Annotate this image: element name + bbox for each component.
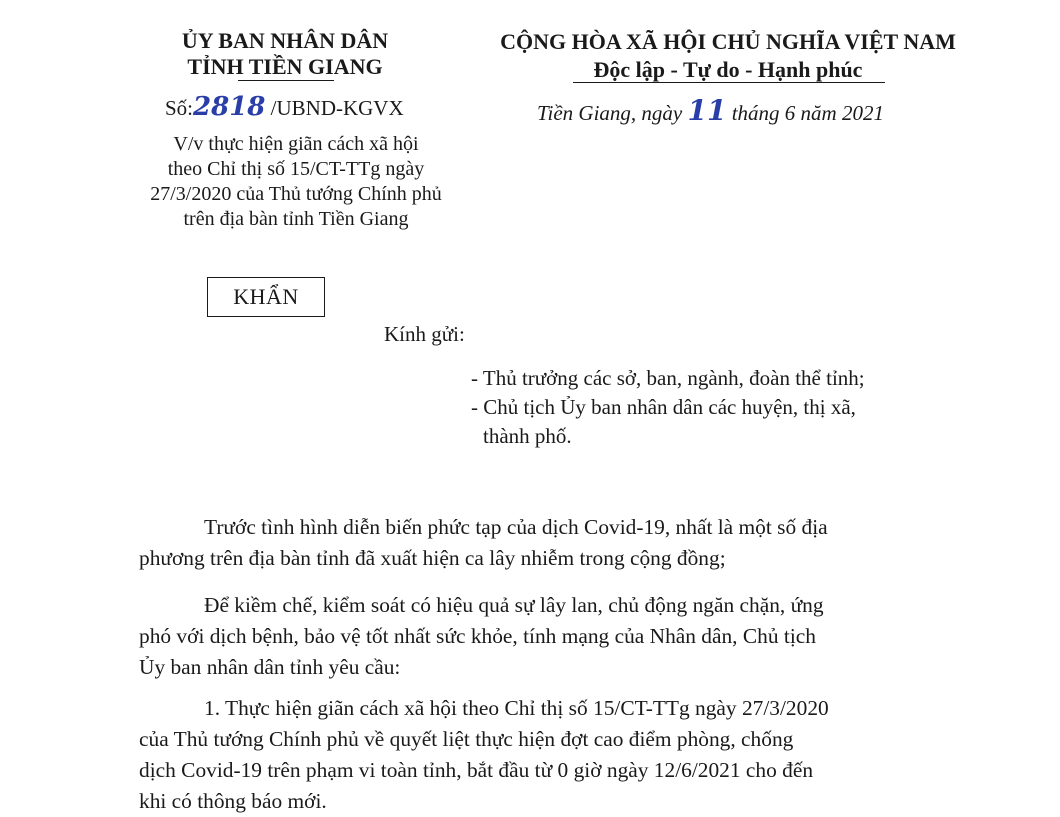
paragraph-line: phó với dịch bệnh, bảo vệ tốt nhất sức khỏe, tính mạng của Nhân dân, Chủ tịch — [139, 624, 816, 648]
body-paragraph-3 — [139, 693, 965, 817]
doc-number-handwritten: 2818 — [193, 92, 266, 122]
subject-line: trên địa bàn tỉnh Tiền Giang — [183, 208, 409, 230]
paragraph-line: 1. Thực hiện giãn cách xã hội theo Chỉ thị số 15/CT-TTg ngày 27/3/2020 — [204, 696, 829, 720]
recipient-item: thành phố. — [483, 424, 572, 448]
date-suffix: tháng 6 năm 2021 — [731, 101, 884, 125]
urgent-stamp: KHẨN — [207, 277, 325, 317]
subject-line: theo Chỉ thị số 15/CT-TTg ngày — [167, 158, 425, 180]
paragraph-line: phương trên địa bàn tỉnh đã xuất hiện ca lây nhiễm trong cộng đồng; — [139, 546, 726, 570]
subject-line: V/v thực hiện giãn cách xã hội — [173, 133, 419, 155]
doc-number-prefix: Số: — [165, 96, 194, 120]
date-prefix: Tiền Giang, ngày — [537, 101, 683, 125]
salutation: Kính gửi: — [384, 322, 465, 346]
agency-line-1: ỦY BAN NHÂN DÂN — [181, 28, 389, 53]
recipient-item: - Thủ trưởng các sở, ban, ngành, đoàn thể tỉnh; — [471, 366, 865, 390]
subject-line: 27/3/2020 của Thủ tướng Chính phủ — [150, 183, 442, 205]
paragraph-line: Để kiềm chế, kiểm soát có hiệu quả sự lây lan, chủ động ngăn chặn, ứng — [204, 593, 824, 617]
national-motto: Độc lập - Tự do - Hạnh phúc — [593, 57, 863, 82]
recipient-item: - Chủ tịch Ủy ban nhân dân các huyện, thị xã, — [471, 395, 856, 419]
paragraph-line: Trước tình hình diễn biến phức tạp của dịch Covid-19, nhất là một số địa — [204, 515, 828, 539]
agency-line-2: TỈNH TIỀN GIANG — [187, 54, 383, 79]
agency-divider — [238, 80, 334, 81]
national-title: CỘNG HÒA XÃ HỘI CHỦ NGHĨA VIỆT NAM — [500, 29, 956, 54]
issuing-agency — [160, 28, 410, 80]
paragraph-line: khi có thông báo mới. — [139, 789, 327, 813]
date-day-handwritten: 11 — [687, 94, 727, 127]
paragraph-line: của Thủ tướng Chính phủ về quyết liệt thực hiện đợt cao điểm phòng, chống — [139, 727, 794, 751]
document-number — [165, 92, 404, 122]
paragraph-line: dịch Covid-19 trên phạm vi toàn tỉnh, bắt đầu từ 0 giờ ngày 12/6/2021 cho đến — [139, 758, 814, 782]
motto-underline — [573, 82, 885, 83]
subject-block — [110, 132, 482, 232]
body-paragraph-1 — [139, 512, 965, 574]
body-paragraph-2 — [139, 590, 965, 683]
paragraph-line: Ủy ban nhân dân tỉnh yêu cầu: — [139, 655, 401, 679]
doc-number-suffix: /UBND-KGVX — [270, 96, 404, 120]
date-line — [537, 94, 884, 127]
national-header — [478, 28, 978, 84]
recipients-list — [471, 364, 865, 451]
